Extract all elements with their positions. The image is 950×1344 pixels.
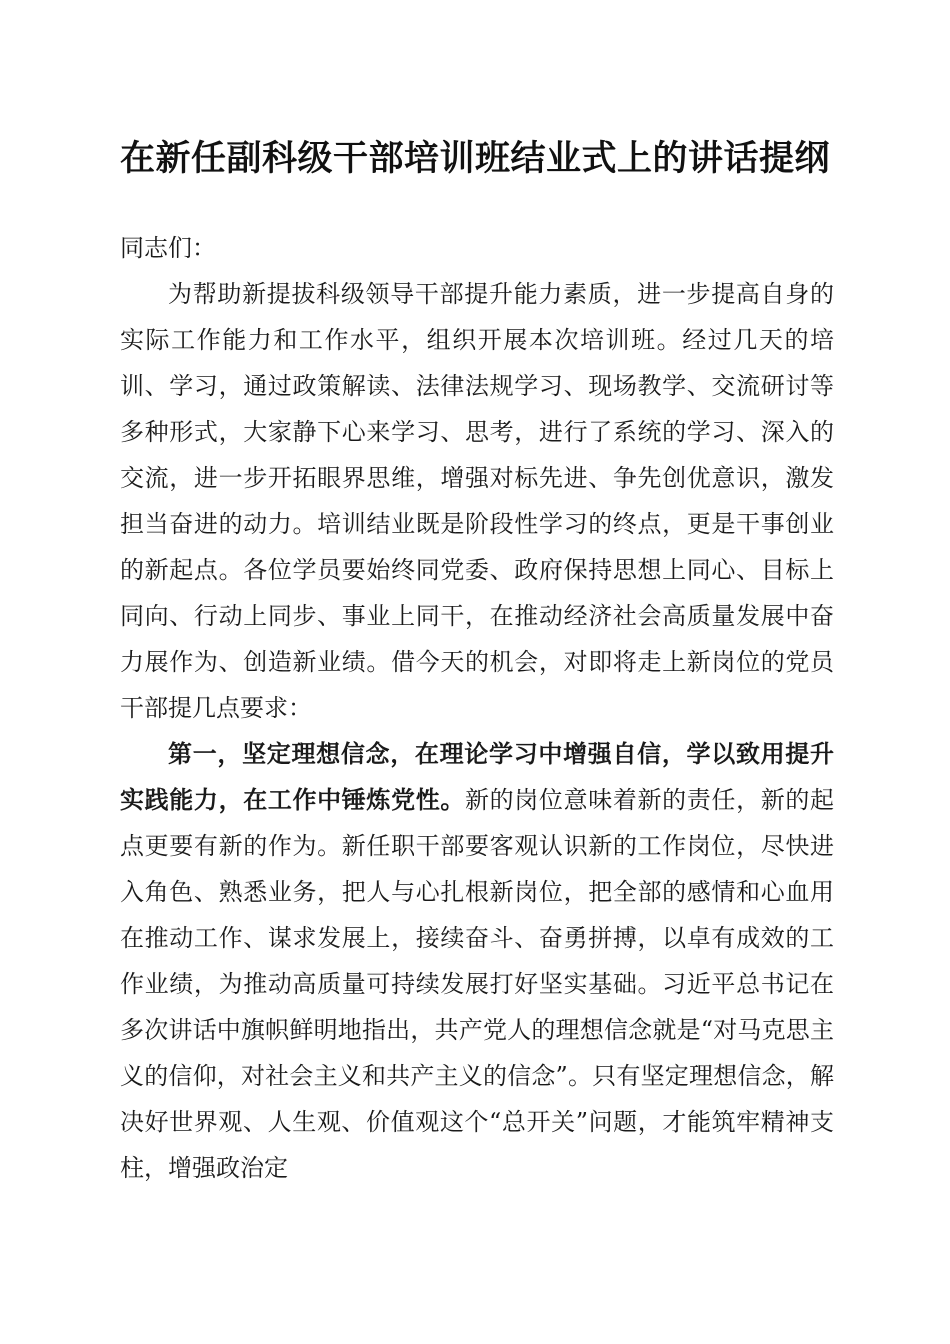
- paragraph-heading: 第一，坚定理想信念，在理论学习中增强自信，学以致用提升实践能力，在工作中锤炼党性。: [120, 739, 834, 814]
- paragraph-intro: 为帮助新提拔科级领导干部提升能力素质，进一步提高自身的实际工作能力和工作水平，组织开展本次培训班。经过几天的培训、学习，通过政策解读、法律法规学习、现场教学、交流研讨等多种形式，大家静下心来学习、思考，进行了系统的学习、深入的交流，进一步开拓眼界思维，增强对标先进、争先创优意识，激发担当奋进的动力。培训结业既是阶段性学习的终点，更是干事创业的新起点。各位学员要始终同党委、政府保持思想上同心、目标上同向、行动上同步、事业上同干，在推动经济社会高质量发展中奋力展作为、创造新业绩。借今天的机会，对即将走上新岗位的党员干部提几点要求：: [120, 280, 834, 722]
- page-title: 在新任副科级干部培训班结业式上的讲话提纲: [119, 138, 830, 179]
- paragraph-body: 新的岗位意味着新的责任，新的起点更要有新的作为。新任职干部要客观认识新的工作岗位，尽快进入角色、熟悉业务，把人与心扎根新岗位，把全部的感情和心血用在推动工作、谋求发展上，接续奋斗、奋勇拼搏，以卓有成效的工作业绩，为推动高质量可持续发展打好坚实基础。习近平总书记在多次讲话中旗帜鲜明地指出，共产党人的理想信念就是“对马克思主义的信仰，对社会主义和共产主义的信念”。只有坚定理想信念，解决好世界观、人生观、价值观这个“总开关”问题，才能筑牢精神支柱，增强政治定: [120, 786, 834, 1182]
- salutation: 同志们：: [120, 234, 216, 262]
- document-body: [120, 225, 834, 1191]
- paragraph-first-point: [120, 731, 834, 1191]
